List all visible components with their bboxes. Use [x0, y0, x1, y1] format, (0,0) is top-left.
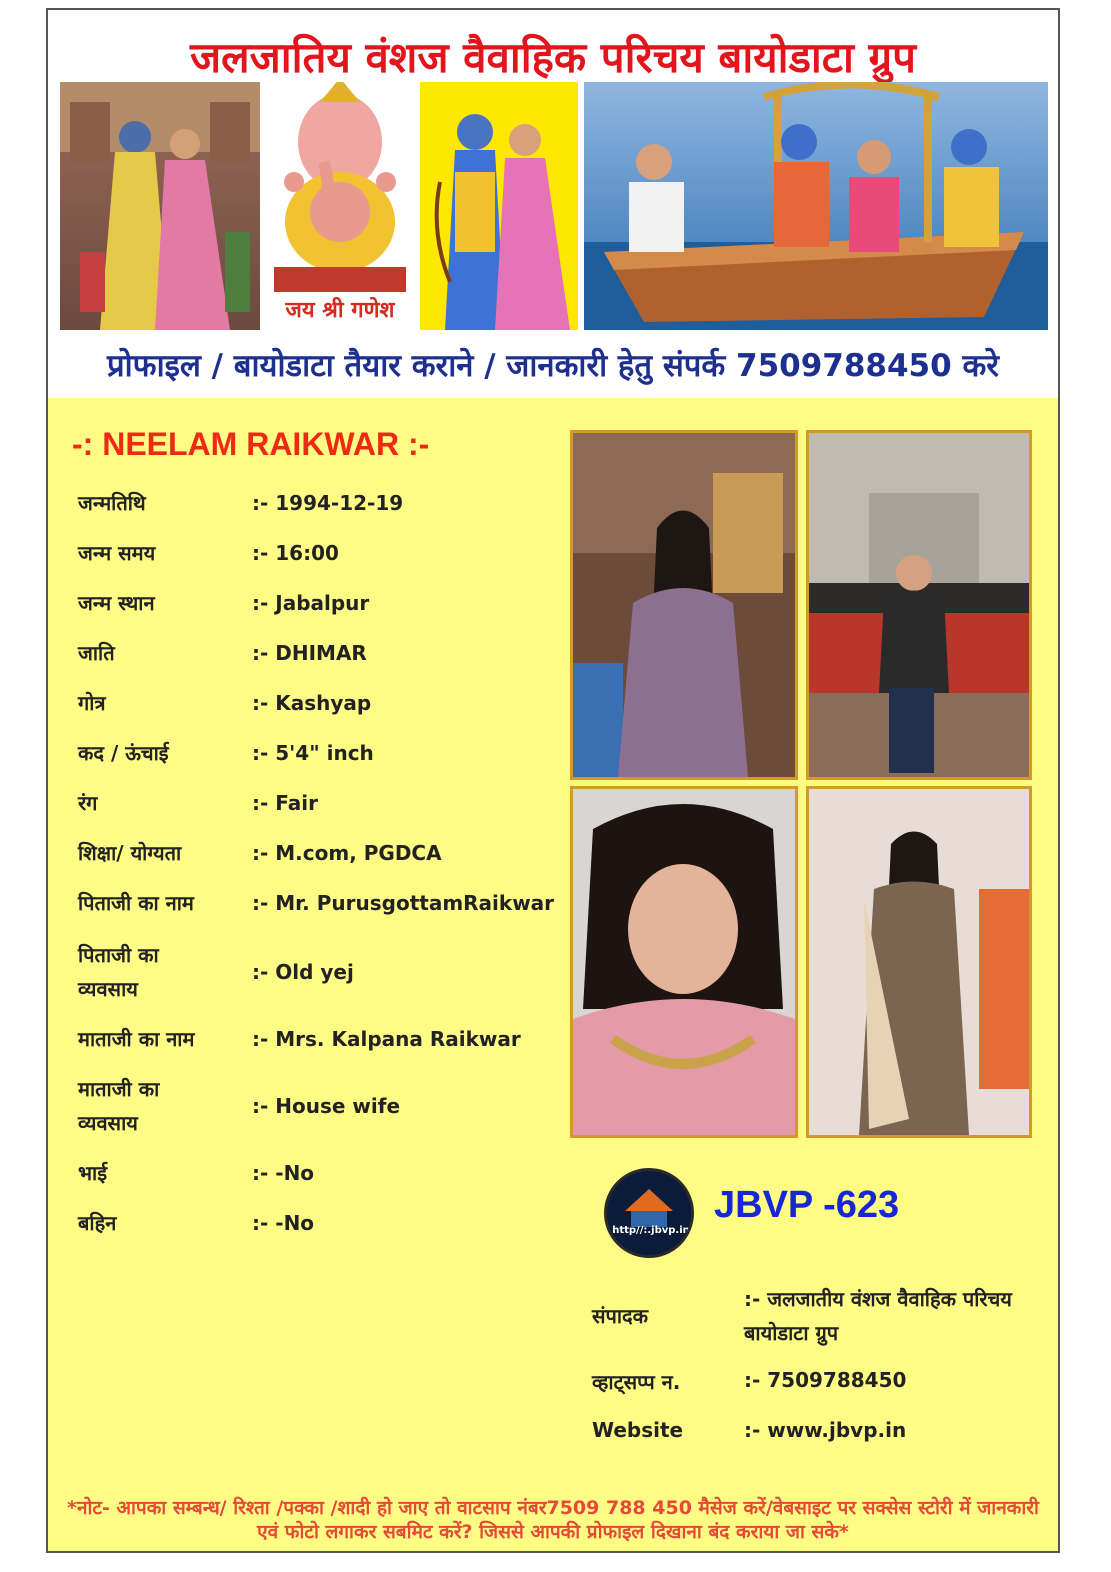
detail-label: जन्म स्थान [78, 591, 155, 615]
profile-photo-1 [570, 430, 798, 780]
detail-value: :- Kashyap [252, 691, 372, 715]
banner-title: जलजातिय वंशज वैवाहिक परिचय बायोडाटा ग्रुप [189, 33, 917, 82]
website-label: Website [592, 1418, 684, 1442]
detail-value: :- Mr. PurusgottamRaikwar [252, 891, 555, 915]
editor-label: संपादक [592, 1304, 649, 1328]
detail-value: :- Old yej [252, 960, 354, 984]
detail-value: :- 16:00 [252, 541, 339, 565]
detail-label: जाति [78, 641, 115, 665]
profile-name: -: NEELAM RAIKWAR :- [72, 426, 430, 462]
website-link[interactable]: :- www.jbvp.in [744, 1418, 907, 1442]
profile-photo-3 [570, 786, 798, 1138]
detail-value: :- 1994-12-19 [252, 491, 404, 515]
profile-photo-2 [806, 430, 1032, 780]
whatsapp-value: :- 7509788450 [744, 1368, 907, 1392]
detail-label: कद / ऊंचाई [78, 741, 169, 765]
profile-code: JBVP -623 [714, 1184, 900, 1226]
detail-label: माताजी का नाम [78, 1027, 195, 1051]
detail-label: जन्मतिथि [78, 491, 146, 515]
detail-value: :- Mrs. Kalpana Raikwar [252, 1027, 521, 1051]
detail-label: माताजी का व्यवसाय [78, 1077, 160, 1135]
detail-value: :- 5'4" inch [252, 741, 374, 765]
detail-label: बहिन [78, 1211, 117, 1235]
ganesh-caption: जय श्री गणेश [285, 298, 395, 323]
detail-value: :- Jabalpur [252, 591, 370, 615]
detail-label: पिताजी का नाम [78, 891, 194, 915]
logo-text: http//:.jbvp.in [612, 1225, 690, 1236]
profile-photo-4 [806, 786, 1032, 1138]
detail-value: :- -No [252, 1211, 315, 1235]
detail-label: भाई [78, 1161, 108, 1185]
detail-label: शिक्षा/ योग्यता [78, 841, 182, 865]
contact-line: प्रोफाइल / बायोडाटा तैयार कराने / जानकारी हेतु संपर्क 7509788450 करे [107, 348, 999, 384]
detail-value: :- House wife [252, 1094, 401, 1118]
ganesh-image [264, 82, 416, 330]
detail-value: :- Fair [252, 791, 318, 815]
wedding-scene-image [60, 82, 260, 330]
detail-value: :- -No [252, 1161, 315, 1185]
boat-scene-image [584, 82, 1048, 330]
jbvp-logo [604, 1168, 694, 1258]
detail-value: :- M.com, PGDCA [252, 841, 442, 865]
detail-label: रंग [78, 791, 98, 815]
footer-note: *नोट- आपका सम्बन्ध/ रिश्ता /पक्का /शादी हो जाए तो वाटसाप नंबर7509 788 450 मैसेज करें/वेबसाइट पर सक्सेस स्टोरी में जानकारी एवं फोटो लगाकर सबमिट करें? जिससे आपकी प्रोफाइल दिखाना बंद कराया जा सके* [67, 1497, 1039, 1543]
header-banner [48, 10, 1058, 398]
detail-label: गोत्र [78, 691, 106, 715]
whatsapp-label: व्हाट्सप्प न. [592, 1370, 681, 1394]
detail-label: पिताजी का व्यवसाय [78, 943, 159, 1001]
editor-value: :- जलजातीय वंशज वैवाहिक परिचय बायोडाटा ग्रुप [744, 1287, 1012, 1345]
ram-sita-image [420, 82, 578, 330]
detail-label: जन्म समय [78, 541, 156, 565]
detail-value: :- DHIMAR [252, 641, 367, 665]
